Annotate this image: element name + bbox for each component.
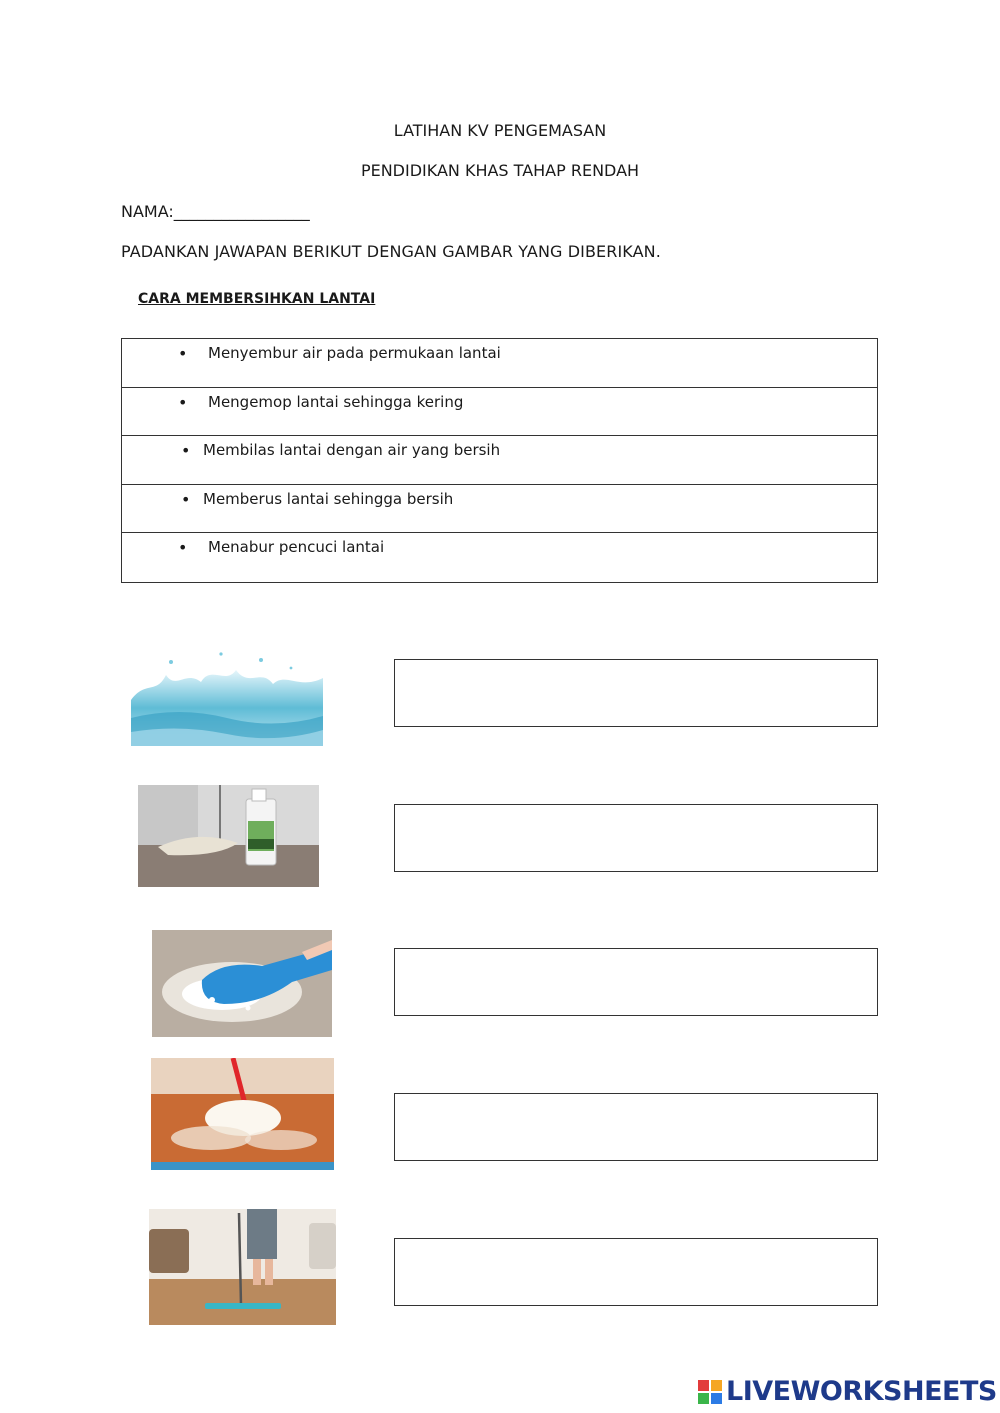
step-row bbox=[122, 485, 877, 534]
worksheet-subtitle: PENDIDIKAN KHAS TAHAP RENDAH bbox=[360, 161, 640, 180]
step-text[interactable]: Membilas lantai dengan air yang bersih bbox=[203, 441, 501, 460]
steps-table bbox=[121, 338, 878, 583]
flat-mop-drying-image bbox=[149, 1209, 336, 1325]
step-row bbox=[122, 388, 877, 437]
step-row bbox=[122, 533, 877, 582]
answer-box[interactable] bbox=[394, 1093, 878, 1161]
name-field[interactable]: NAMA:_________________ bbox=[121, 202, 310, 221]
bullet: • bbox=[178, 344, 188, 363]
answer-box[interactable] bbox=[394, 948, 878, 1016]
step-row bbox=[122, 436, 877, 485]
bullet: • bbox=[178, 392, 188, 412]
step-text[interactable]: Memberus lantai sehingga bersih bbox=[203, 489, 454, 508]
step-row bbox=[122, 339, 877, 388]
bullet: • bbox=[181, 441, 191, 461]
step-text[interactable]: Menyembur air pada permukaan lantai bbox=[208, 344, 501, 362]
floor-cleaner-bottle-image bbox=[138, 785, 319, 887]
water-splash-image bbox=[131, 640, 323, 746]
liveworksheets-brand: LIVEWORKSHEETS bbox=[726, 1376, 997, 1407]
worksheet-title: LATIHAN KV PENGEMASAN bbox=[393, 121, 607, 140]
section-heading: CARA MEMBERSIHKAN LANTAI bbox=[138, 291, 376, 307]
step-text[interactable]: Menabur pencuci lantai bbox=[208, 538, 385, 557]
step-text[interactable]: Mengemop lantai sehingga kering bbox=[208, 392, 464, 411]
answer-box[interactable] bbox=[394, 804, 878, 872]
mop-with-foam-image bbox=[151, 1058, 334, 1170]
scrubbing-floor-image bbox=[152, 930, 332, 1037]
bullet: • bbox=[178, 538, 188, 558]
bullet: • bbox=[181, 489, 191, 509]
answer-box[interactable] bbox=[394, 1238, 878, 1306]
liveworksheets-logo-icon bbox=[698, 1380, 722, 1404]
answer-box[interactable] bbox=[394, 659, 878, 727]
instruction-text: PADANKAN JAWAPAN BERIKUT DENGAN GAMBAR YANG DIBERIKAN. bbox=[121, 242, 661, 261]
